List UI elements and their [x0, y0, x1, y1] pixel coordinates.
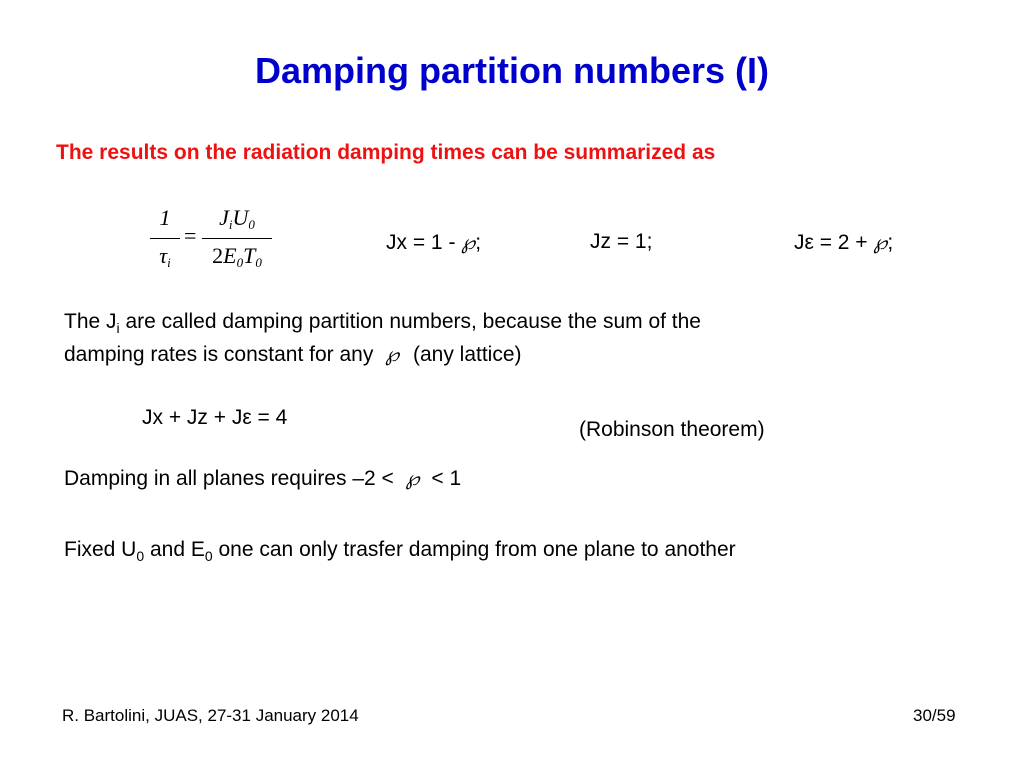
damping-condition: Damping in all planes requires –2 < ℘ < 1 — [64, 466, 462, 490]
formula-rhs-fraction-bar — [202, 238, 272, 239]
formula-lhs-denominator: $\tau_i$ — [159, 243, 171, 270]
partition-symbol: ℘ — [873, 230, 888, 254]
formula-rhs-numerator: $J_iU_0$ — [219, 205, 255, 232]
partition-symbol: ℘ — [385, 342, 400, 366]
slide-title: Damping partition numbers (I) — [254, 50, 769, 91]
je-expression: Jε = 2 + ℘; — [794, 230, 894, 254]
partition-paragraph-line2: damping rates is constant for any ℘ (any lattice) — [64, 342, 522, 366]
formula-rhs-denominator: $2E_0T_0$ — [212, 243, 262, 270]
formula-lhs-fraction-bar — [150, 238, 180, 239]
partition-paragraph-line1: The $J_i$ are called damping partition numbers, because the sum of the — [64, 310, 701, 336]
jz-expression: Jz = 1; — [590, 230, 653, 253]
fixed-energy-statement: Fixed $U_0$ and $E_0$ one can only trasfer damping from one plane to another — [64, 538, 736, 564]
partition-symbol: ℘ — [461, 230, 476, 254]
damping-time-formula — [142, 203, 272, 275]
footer-author: R. Bartolini, JUAS, 27-31 January 2014 — [62, 706, 359, 725]
intro-text: The results on the radiation damping times can be summarized as — [56, 141, 716, 164]
partition-symbol: ℘ — [405, 466, 420, 490]
jx-expression: Jx = 1 - ℘; — [386, 230, 482, 254]
sum-equation: Jx + Jz + Jε = 4 — [142, 406, 288, 429]
formula-equals: = — [184, 223, 197, 248]
robinson-theorem: (Robinson theorem) — [579, 418, 765, 441]
formula-lhs-numerator: 1 — [159, 205, 171, 230]
footer-page-number: 30/59 — [913, 706, 956, 725]
